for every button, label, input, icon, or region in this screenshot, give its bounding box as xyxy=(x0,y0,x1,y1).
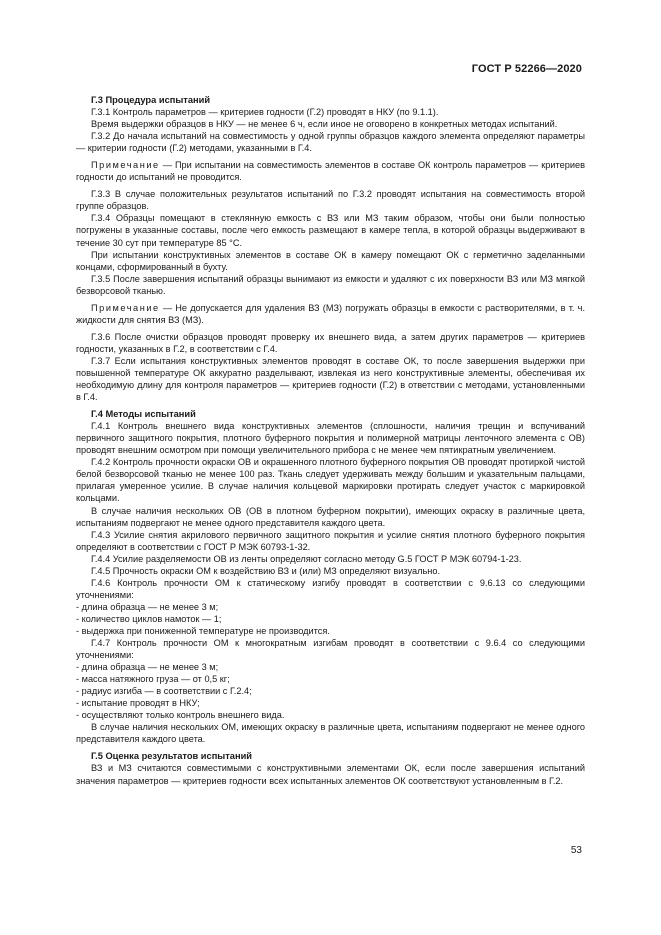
paragraph-g3-1-time: Время выдержки образцов в НКУ — не менее 6 ч, если иное не оговорено в конкретных методах испытаний. xyxy=(91,119,558,130)
section-g3-title: Г.3 Процедура испытаний xyxy=(91,95,211,105)
list-repeated-bend-conditions xyxy=(76,661,585,721)
list-item: - выдержка при пониженной температуре не производится. xyxy=(76,625,585,637)
paragraph-g3-6: Г.3.6 После очистки образцов проводят проверку их внешнего вида, а затем других параметров — критериев годности, указанных в Г.2, в соответствии с Г.4. xyxy=(76,331,585,354)
note-1-text: — При испытании на совместимость элементов в составе ОК контроль параметров — критериев годности до испытаний не проводится. xyxy=(76,160,585,183)
paragraph-g3-4: Г.3.4 Образцы помещают в стеклянную емкость с ВЗ или МЗ таким образом, чтобы они были полностью погружены в указанные составы, после чего емкость размещают в камере тепла, в которой образцы выдерживают в течение 30 сут при температуре 85 °С. xyxy=(76,213,585,248)
page-content xyxy=(76,94,585,787)
note-1 xyxy=(76,159,585,183)
section-g4-title: Г.4 Методы испытаний xyxy=(91,409,196,420)
list-item: - осуществляют только контроль внешнего вида. xyxy=(76,709,585,721)
list-item: - радиус изгиба — в соответствии с Г.2.4; xyxy=(76,685,585,697)
note-1-label: Примечание xyxy=(91,160,160,171)
list-item: - длина образца — не менее 3 м; xyxy=(76,661,585,673)
list-item: - длина образца — не менее 3 м; xyxy=(76,601,585,613)
paragraph-g4-2: Г.4.2 Контроль прочности окраски ОВ и окрашенного плотного буферного покрытия ОВ проводят протиркой чистой белой безворсовой тканью не менее 100 раз. Ткань следует удерживать между большим и указательным пальцами, прилагая умеренное усилие. В случае наличия кольцевой маркировки протирать следует участок с маркировкой кольцами. xyxy=(76,457,585,504)
list-static-bend-conditions xyxy=(76,601,585,637)
page-number: 53 xyxy=(570,845,582,856)
paragraph-g3-1: Г.3.1 Контроль параметров — критериев годности (Г.2) проводят в НКУ (по 9.1.1). xyxy=(91,107,439,118)
note-2-text: — Не допускается для удаления ВЗ (МЗ) погружать образцы в емкости с растворителями, в т. ч. жидкости для снятия ВЗ (МЗ). xyxy=(76,302,585,325)
list-item: - количество циклов намоток — 1; xyxy=(76,613,585,625)
paragraph-g4-7: Г.4.7 Контроль прочности ОМ к многократным изгибам проводят в соответствии с 9.6.4 со следующими уточнениями: xyxy=(76,638,585,661)
paragraph-g4-6: Г.4.6 Контроль прочности ОМ к статическому изгибу проводят в соответствии с 9.6.13 со следующими уточнениями: xyxy=(76,577,585,600)
note-2-label: Примечание xyxy=(91,302,160,313)
paragraph-g4-3: Г.4.3 Усилие снятия акрилового первичного защитного покрытия и усилие снятия плотного буферного покрытия определяют в соответствии с ГОСТ Р МЭК 60793-1-32. xyxy=(76,529,585,552)
paragraph-g3-7: Г.3.7 Если испытания конструктивных элементов проводят в составе ОК, то после завершения выдержки при повышенной температуре ОК аккуратно разделывают, извлекая из него конструктивные элементы, обеспечивая их необходимую длину для контроля параметров — критериев годности (Г.2) в ответствии с методами, установленными в Г.4. xyxy=(76,355,585,403)
paragraph-g3-4-cable: При испытании конструктивных элементов в составе ОК в камеру помещают ОК с герметично заделанными концами, сформированный в бухту. xyxy=(76,249,585,272)
note-2 xyxy=(76,302,585,326)
standard-designation: ГОСТ Р 52266—2020 xyxy=(471,63,582,75)
paragraph-g3-5: Г.3.5 После завершения испытаний образцы вынимают из емкости и удаляют с их поверхности ВЗ или МЗ мягкой безворсовой тканью. xyxy=(76,273,585,296)
list-item: - испытание проводят в НКУ; xyxy=(76,697,585,709)
section-g5-title: Г.5 Оценка результатов испытаний xyxy=(91,751,253,762)
paragraph-g4-4: Г.4.4 Усилие разделяемости ОВ из ленты определяют согласно методу G.5 ГОСТ Р МЭК 60794-1-23. xyxy=(91,553,522,564)
paragraph-g4-5: Г.4.5 Прочность окраски ОМ к воздействию ВЗ и (или) МЗ определяют визуально. xyxy=(91,565,441,576)
paragraph-g3-3: Г.3.3 В случае положительных результатов испытаний по Г.3.2 проводят испытания на совместимость второй группе образцов. xyxy=(76,189,585,212)
paragraph-g4-2-colors: В случае наличия нескольких ОВ (ОВ в плотном буферном покрытии), имеющих окраску в различные цвета, испытаниям подвергают не менее одного представителя каждого цвета. xyxy=(76,505,585,528)
paragraph-g4-7-colors: В случае наличия нескольких ОМ, имеющих окраску в различные цвета, испытаниям подвергают не менее одного представителя каждого цвета. xyxy=(76,722,585,745)
paragraph-g5-1: ВЗ и МЗ считаются совместимыми с конструктивными элементами ОК, если после завершения испытаний значения параметров — критериев годности всех испытанных элементов ОК соответствуют установленным в Г.2. xyxy=(76,763,585,786)
paragraph-g3-2: Г.3.2 До начала испытаний на совместимость у одной группы образцов каждого элемента определяют параметры — критерии годности (Г.2) методами, указанными в Г.4. xyxy=(76,131,585,154)
list-item: - масса натяжного груза — от 0,5 кг; xyxy=(76,673,585,685)
paragraph-g4-1: Г.4.1 Контроль внешнего вида конструктивных элементов (сплошности, наличия трещин и вспучиваний первичного защитного покрытия, плотного буферного покрытия и полимерной матрицы ленточного элемента с ОВ) проводят внешним осмотром при помощи увеличительного прибора с не менее чем пятикратным увеличением. xyxy=(76,421,585,456)
